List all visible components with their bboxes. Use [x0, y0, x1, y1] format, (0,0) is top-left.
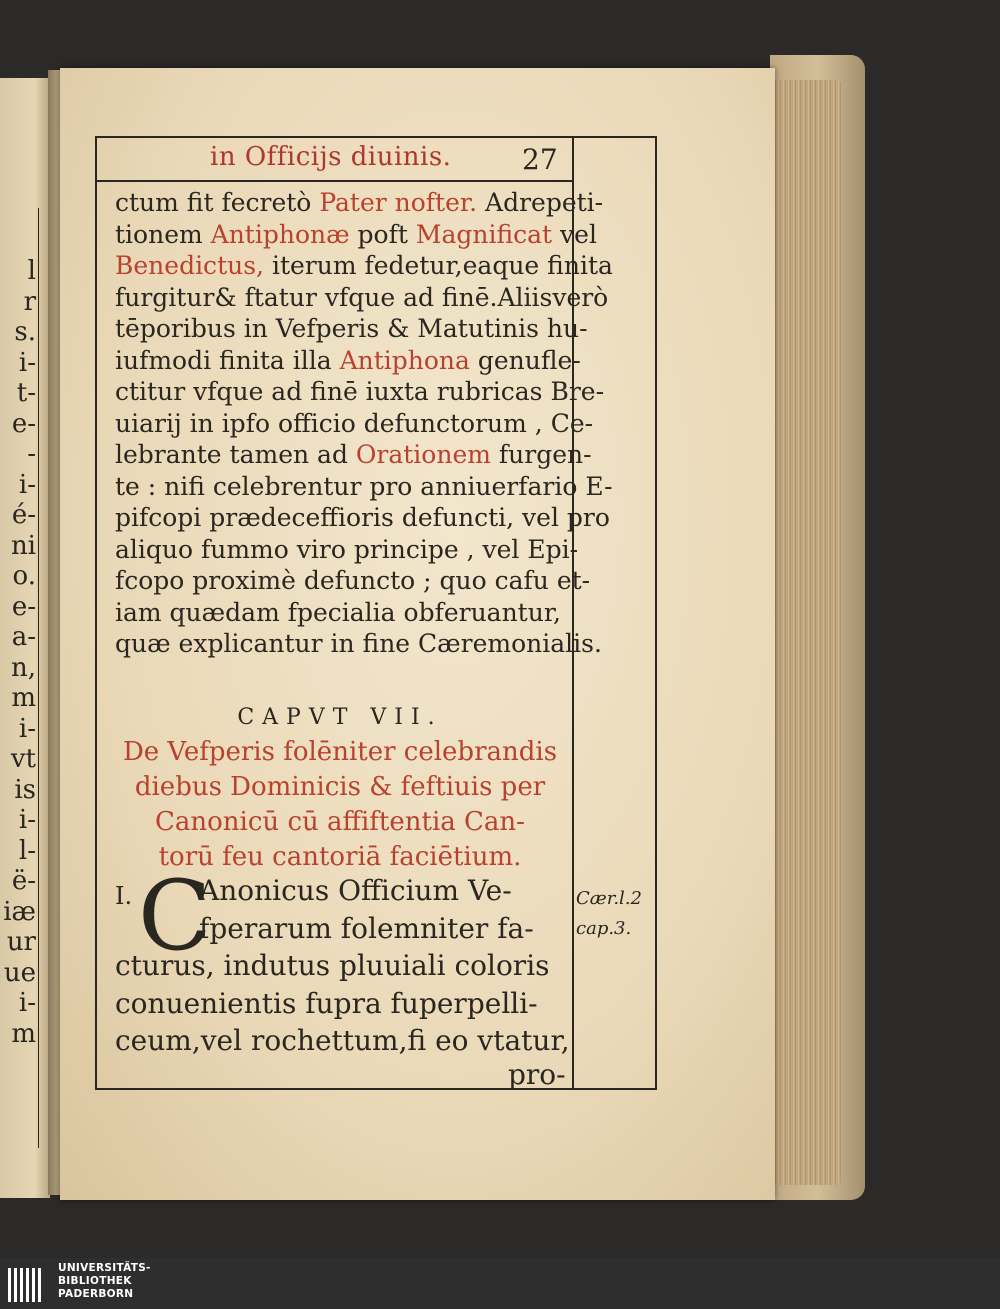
text-line	[115, 628, 602, 660]
left-page-fragment: iæ	[3, 896, 36, 927]
text-line	[115, 534, 579, 566]
rubric-text: Magnificat	[415, 219, 553, 249]
chapter-title-line: diebus Dominicis & feftiuis per	[134, 772, 546, 802]
left-page-fragment: s.	[14, 317, 36, 347]
marginal-note	[576, 884, 642, 944]
left-page-fragment: -	[27, 439, 36, 469]
text-line	[115, 471, 613, 503]
left-page-fragments	[0, 256, 36, 1049]
bottom-rule	[95, 1088, 657, 1090]
rubric-text: Pater nofter.	[319, 188, 478, 217]
left-page-fragment: e-	[11, 408, 36, 439]
library-name-line: PADERBORN	[58, 1288, 134, 1300]
left-page-fragment: é-	[11, 500, 36, 530]
text-line	[115, 313, 588, 345]
text-line	[115, 376, 605, 408]
text-line: cturus, indutus pluuiali coloris	[115, 949, 550, 982]
body-text: Adrepeti-	[477, 188, 604, 217]
body-text: ctitur vfque ad finē iuxta rubricas Bre-	[115, 377, 605, 406]
left-page-fragment: e-	[11, 591, 36, 622]
left-page-fragment: i-	[18, 988, 36, 1018]
left-page-fragment: l	[27, 256, 36, 286]
left-page-fragment: o.	[12, 561, 36, 591]
text-line: conuenientis fupra fuperpelli-	[115, 986, 538, 1020]
footer-bar	[0, 1258, 1000, 1309]
left-page-fragment: i-	[18, 347, 36, 378]
body-text: pifcopi prædeceffioris defuncti, vel pro	[115, 503, 610, 532]
rubric-text: Antiphona	[339, 345, 470, 375]
marginal-note-line: cap.3.	[576, 918, 632, 939]
chapter-heading: CAPVT VII.	[237, 705, 443, 730]
rubric-text: Orationem	[355, 440, 491, 469]
library-logo-icon	[6, 1264, 48, 1306]
chapter-title-line: Canonicū cū affiftentia Can-	[155, 807, 525, 837]
body-text: genufle-	[469, 345, 581, 375]
left-page-fragment: t-	[16, 378, 36, 408]
body-text: iufmodi finita illa	[115, 345, 340, 375]
text-line	[115, 219, 597, 251]
body-text: lebrante tamen ad	[115, 440, 356, 469]
paragraph-1	[115, 187, 613, 660]
library-name	[58, 1262, 151, 1301]
left-page-rule	[38, 208, 39, 1148]
catchword: pro-	[508, 1058, 566, 1091]
text-line	[115, 187, 604, 219]
body-text: iam quædam fpecialia obferuantur,	[115, 597, 561, 627]
chapter-title-line: De Vefperis folēniter celebrandis	[122, 737, 558, 767]
body-text: furgen-	[490, 440, 592, 469]
left-page-fragment: a-	[11, 622, 36, 652]
text-line: fperarum folemniter fa-	[199, 911, 534, 945]
body-text: tēporibus in Vefperis & Matutinis hu-	[115, 314, 588, 343]
section-number: I.	[115, 882, 133, 910]
text-line	[115, 345, 581, 377]
outer-margin-rule	[655, 136, 657, 1090]
left-page-fragment: l-	[18, 835, 36, 866]
body-text: uiarij in ipfo officio defunctorum , Ce-	[115, 408, 594, 438]
left-page-fragment: m	[11, 683, 36, 713]
body-text: vel	[552, 219, 597, 249]
body-text: iterum fedetur,eaque finita	[264, 251, 613, 280]
left-page-fragment: n,	[10, 652, 36, 683]
left-page-fragment: vt	[10, 744, 36, 774]
left-page-fragment: ni	[10, 530, 36, 561]
text-line	[115, 250, 613, 282]
page-number: 27	[522, 143, 558, 176]
body-text: tionem	[115, 219, 211, 249]
library-name-line: UNIVERSITÄTS-	[58, 1262, 151, 1274]
text-line: ceum,vel rochettum,fi eo vtatur,	[115, 1024, 570, 1057]
running-head: in Officijs diuinis.	[210, 142, 452, 172]
head-rule	[95, 180, 572, 182]
chapter-title-line: torū feu cantoriā faciētium.	[158, 842, 522, 872]
left-page-fragment: is	[14, 774, 36, 805]
drop-cap: C	[138, 860, 212, 972]
text-line	[115, 565, 591, 597]
body-text: furgitur& ftatur vfque ad finē.Aliisverò	[115, 282, 609, 312]
chapter-title	[112, 735, 568, 875]
text-line	[115, 597, 565, 629]
left-page-fragment: i-	[18, 469, 36, 500]
left-page-fragment: i-	[18, 805, 36, 835]
body-text: te : nifi celebrentur pro anniuerfario E-	[115, 471, 613, 501]
rubric-text: Antiphonæ	[210, 219, 350, 249]
body-text: ctum fit fecretò	[115, 188, 320, 217]
left-page-fragment: i-	[18, 713, 36, 744]
left-page	[0, 78, 50, 1198]
left-page-fragment: r	[23, 286, 36, 317]
text-line	[115, 439, 592, 471]
marginal-note-line: Cær.l.2	[576, 888, 642, 909]
body-text: fcopo proximè defuncto ; quo cafu et-	[115, 566, 591, 595]
top-rule	[95, 136, 657, 138]
left-page-fragment: ur	[6, 927, 36, 957]
body-text: aliquo fummo viro principe , vel Epi-	[115, 534, 579, 564]
rubric-text: Benedictus,	[115, 251, 264, 280]
paragraph-2	[115, 872, 570, 1060]
body-text: poft	[349, 219, 416, 249]
text-line	[115, 502, 610, 534]
text-line	[115, 282, 609, 314]
library-name-line: BIBLIOTHEK	[58, 1275, 132, 1287]
body-text: quæ explicantur in fine Cæremonialis.	[115, 629, 602, 658]
left-page-fragment: m	[11, 1018, 36, 1049]
text-line	[115, 408, 594, 440]
left-page-fragment: ë-	[11, 866, 36, 896]
text-line: Anonicus Officium Ve-	[199, 874, 512, 907]
left-page-fragment: ue	[3, 957, 36, 988]
